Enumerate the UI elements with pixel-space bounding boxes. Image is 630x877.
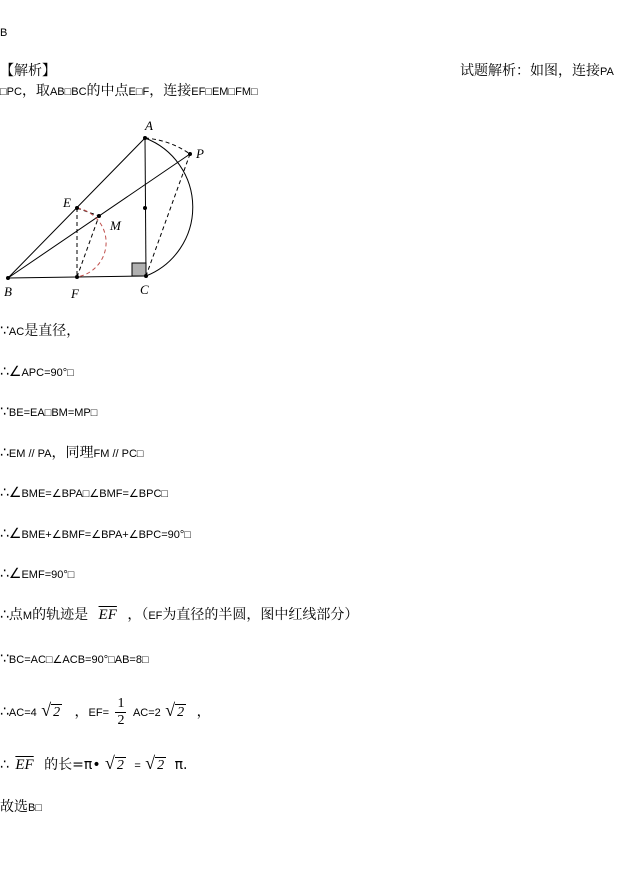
locus-line	[0, 606, 358, 625]
s7-a: ∴∠	[0, 566, 22, 582]
s1-c: 是直径，	[24, 323, 81, 339]
segment-pc	[146, 154, 190, 276]
c-p8: EF□EM□FM□	[191, 86, 258, 98]
point-a	[143, 136, 147, 140]
sqrt-4-arg: 2	[157, 758, 165, 773]
sqrt-4: √ 2	[145, 753, 165, 773]
calc-line	[0, 692, 211, 731]
z-a: 故选	[0, 799, 28, 815]
s5-a: ∴∠	[0, 485, 22, 501]
s7-b: EMF=90°□	[21, 569, 75, 581]
l-f: 为直径的半圆，图中红线部分）	[162, 607, 359, 623]
c-p5: 的中点	[86, 83, 129, 99]
label-b: B	[4, 284, 12, 299]
l-c: 的轨迹是	[32, 607, 89, 623]
label-e: E	[63, 195, 71, 210]
k-d: EF=	[88, 707, 110, 719]
s5-b: BME=∠BPA□∠BMF=∠BPC□	[21, 488, 169, 500]
analysis-intro	[460, 62, 614, 81]
c-p7: ，连接	[149, 83, 192, 99]
s3-a: ∵	[0, 404, 9, 420]
point-ac-mid	[143, 206, 147, 210]
construction-line	[0, 82, 258, 101]
m-a: ∴	[0, 757, 9, 773]
m-d: π.	[174, 757, 188, 773]
m-c: =	[134, 760, 141, 772]
point-f	[75, 275, 79, 279]
label-p: P	[196, 146, 204, 161]
sqrt-1-arg: 2	[53, 705, 61, 720]
k-f: ，	[196, 704, 211, 720]
g-a: ∵	[0, 651, 9, 667]
step-7	[0, 565, 74, 584]
s4-c: ，同理	[51, 445, 94, 461]
point-b	[6, 276, 10, 280]
l-b: M	[22, 610, 33, 622]
sqrt-3: √ 2	[105, 753, 124, 773]
locus-arc	[77, 208, 106, 277]
s4-b: EM // PA	[8, 448, 52, 460]
c-p1: □	[0, 86, 7, 98]
k-c: ，	[74, 704, 89, 720]
conclusion-line	[0, 798, 42, 817]
analysis-heading: 【解析】	[0, 63, 56, 79]
label-f: F	[71, 286, 79, 301]
l-d: ，（	[127, 607, 149, 623]
analysis-label	[0, 62, 56, 80]
g-b: BC=AC□∠ACB=90°□AB=8□	[8, 654, 149, 666]
step-6	[0, 525, 191, 544]
c-p4: AB□BC	[49, 86, 87, 98]
frac-den: 2	[117, 712, 125, 728]
s6-a: ∴∠	[0, 526, 22, 542]
label-c: C	[140, 282, 149, 297]
intro-text: 试题解析：如图，连接	[460, 63, 600, 79]
s1-a: ∵	[0, 323, 9, 339]
c-p3: ，取	[21, 83, 50, 99]
fraction-half	[115, 696, 126, 729]
l-arc: $\overline{EF}$	[98, 607, 117, 623]
right-angle-mark	[132, 263, 146, 276]
step-5	[0, 484, 168, 503]
sqrt-2-arg: 2	[177, 705, 185, 720]
k-e: AC=2	[132, 707, 161, 719]
s3-b: BE=EA□BM=MP□	[8, 407, 98, 419]
s4-d: FM // PC□	[93, 448, 144, 460]
step-3	[0, 403, 97, 422]
s4-a: ∴	[0, 445, 9, 461]
sqrt-2: √ 2	[165, 700, 185, 720]
sqrt-1: √ 2	[41, 700, 61, 720]
point-m	[97, 214, 101, 218]
intro-pa: PA	[600, 66, 614, 78]
semicircle-ac	[145, 138, 193, 276]
s1-b: AC	[8, 326, 25, 338]
s2-a: ∴∠	[0, 364, 22, 380]
sqrt-3-arg: 2	[116, 758, 124, 773]
l-a: ∴点	[0, 607, 23, 623]
c-p2: PC	[6, 86, 22, 98]
point-c	[144, 274, 148, 278]
frac-num: 1	[117, 695, 125, 711]
point-p	[188, 152, 192, 156]
step-2	[0, 363, 74, 382]
segment-fm	[77, 216, 99, 277]
s6-b: BME+∠BMF=∠BPA+∠BPC=90°□	[21, 529, 191, 541]
m-arc: $\overline{EF}$	[15, 757, 34, 773]
step-1	[0, 322, 80, 341]
point-e	[75, 206, 79, 210]
length-line	[0, 754, 188, 775]
given-line	[0, 650, 149, 669]
label-a: A	[145, 118, 153, 133]
geometry-figure	[0, 112, 230, 307]
answer-letter: B	[0, 27, 8, 39]
step-4	[0, 444, 144, 463]
label-m: M	[110, 218, 121, 233]
s2-b: APC=90°□	[21, 367, 74, 379]
m-b: 的长=π•	[44, 757, 101, 773]
c-p6: E□F	[128, 86, 150, 98]
z-b: B□	[28, 802, 42, 814]
k-b: AC=4	[8, 707, 37, 719]
k-a: ∴	[0, 704, 9, 720]
l-e: EF	[148, 610, 163, 622]
